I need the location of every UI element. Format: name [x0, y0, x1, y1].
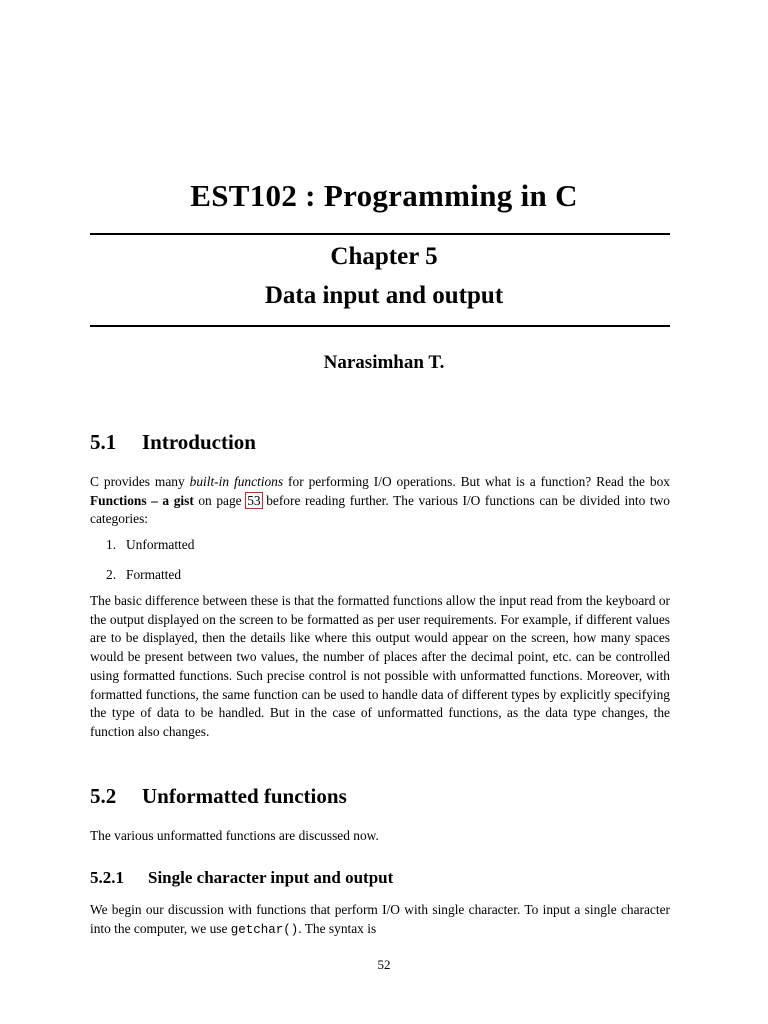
- section-number: 5.1: [90, 430, 117, 454]
- intro-paragraph: [90, 473, 670, 529]
- page-number: 52: [377, 957, 391, 972]
- title-rule-bottom: [90, 325, 670, 327]
- section-number: 5.2: [90, 784, 117, 808]
- subsection-heading-single-char: [90, 868, 393, 888]
- subsection-number: 5.2.1: [90, 868, 124, 887]
- intro-text: for performing I/O operations. But what is a function? Read the box: [283, 474, 670, 489]
- title-rule-top: [90, 233, 670, 235]
- list-item-text: Unformatted: [126, 537, 195, 552]
- list-marker: 2.: [106, 567, 117, 582]
- list-item: [106, 567, 181, 583]
- section-title: Introduction: [142, 430, 256, 454]
- chapter-number: Chapter 5: [330, 243, 438, 270]
- list-item: [106, 537, 194, 553]
- single-char-paragraph: [90, 901, 670, 939]
- chapter-title: Data input and output: [264, 282, 504, 309]
- list-marker: 1.: [106, 537, 117, 552]
- page-reference-link[interactable]: 53: [247, 492, 261, 508]
- box-reference: Functions – a gist: [90, 492, 194, 508]
- subsection-title: Single character input and output: [148, 868, 394, 887]
- section-heading-unformatted: [90, 784, 347, 809]
- intro-text: C provides many: [90, 474, 190, 489]
- section-heading-introduction: [90, 430, 256, 455]
- list-item-text: Formatted: [126, 567, 182, 582]
- inline-code: getchar(): [230, 922, 299, 937]
- intro-text: before reading further. The various I/O functions can be divided into two categories:: [90, 492, 670, 527]
- paragraph-text: We begin our discussion with functions that perform I/O with single character. To input a single character into the computer, we use: [90, 902, 670, 936]
- course-title: EST102 : Programming in C: [190, 178, 578, 213]
- emphasis-text: built-in functions: [189, 474, 284, 489]
- section-title: Unformatted functions: [142, 784, 347, 808]
- paragraph-text: . The syntax is: [298, 920, 377, 936]
- intro-text: on page: [193, 492, 247, 508]
- difference-paragraph: The basic difference between these is that the formatted functions allow the input read from the keyboard or the output displayed on the screen to be formatted as per user requirements. For example, if different values are to be displayed, then the details like where this output would appear on the screen, how many spaces would be present between two values, the number of places after the decimal point, etc. can be controlled using formatted functions. Such precise control is not possible with unformatted functions. Moreover, with formatted functions, the same function can be used to handle data of different types by explicitly specifying the type of data to be handled. But in the case of unformatted functions, as the data type changes, the function also changes.: [90, 593, 670, 739]
- unformatted-intro-paragraph: The various unformatted functions are discussed now.: [90, 828, 379, 843]
- author-name: Narasimhan T.: [323, 352, 445, 373]
